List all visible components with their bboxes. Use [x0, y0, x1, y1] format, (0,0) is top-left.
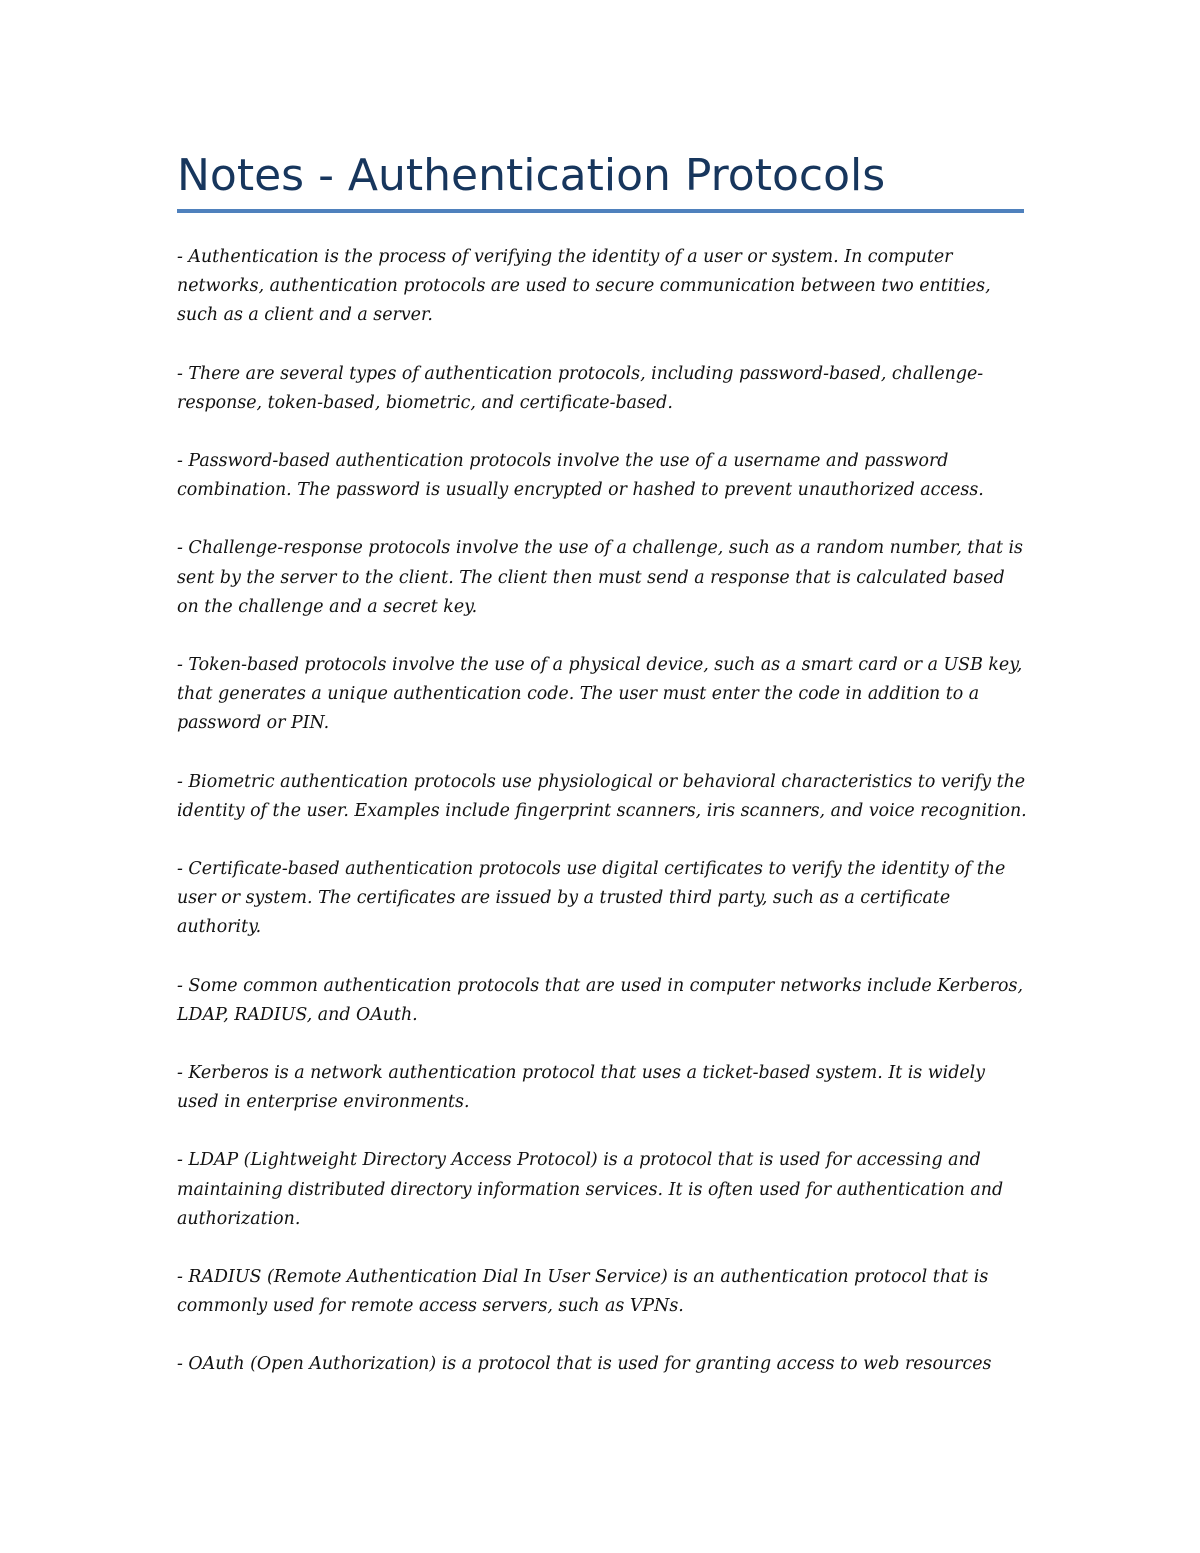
paragraph-protocol-types: - There are several types of authentication protocols, including password-based, challenge-response, token-based, biometric, and certificate-based. — [177, 363, 984, 413]
paragraph-ldap: - LDAP (Lightweight Directory Access Protocol) is a protocol that is used for accessing and maintaining distributed directory information services. It is often used for authentication and authorization. — [177, 1150, 1004, 1229]
paragraph-radius: - RADIUS (Remote Authentication Dial In User Service) is an authentication protocol that is commonly used for remote access servers, such as VPNs. — [177, 1267, 989, 1317]
paragraph-password-based: - Password-based authentication protocols involve the use of a username and password combination. The password is usually encrypted or hashed to prevent unauthorized access. — [177, 451, 984, 501]
paragraph-common-protocols: - Some common authentication protocols that are used in computer networks include Kerberos, LDAP, RADIUS, and OAuth. — [177, 975, 1023, 1025]
title-underline-rule — [177, 209, 1024, 213]
document-title: Notes - Authentication Protocols — [177, 150, 886, 201]
document-body — [177, 243, 1027, 1409]
paragraph-oauth: - OAuth (Open Authorization) is a protocol that is used for granting access to web resources — [177, 1354, 992, 1375]
paragraph-biometric: - Biometric authentication protocols use physiological or behavioral characteristics to verify the identity of the user. Examples include fingerprint scanners, iris scanners, and voice recognition. — [177, 771, 1027, 821]
paragraph-certificate-based: - Certificate-based authentication protocols use digital certificates to verify the identity of the user or system. The certificates are issued by a trusted third party, such as a certificate authority. — [177, 859, 1006, 938]
paragraph-token-based: - Token-based protocols involve the use of a physical device, such as a smart card or a USB key, that generates a unique authentication code. The user must enter the code in addition to a password or PIN. — [177, 655, 1023, 734]
paragraph-kerberos: - Kerberos is a network authentication protocol that uses a ticket-based system. It is widely used in enterprise environments. — [177, 1063, 986, 1113]
paragraph-challenge-response: - Challenge-response protocols involve the use of a challenge, such as a random number, that is sent by the server to the client. The client then must send a response that is calculated based on the challenge and a secret key. — [177, 538, 1023, 617]
paragraph-authentication-definition: - Authentication is the process of verifying the identity of a user or system. In computer networks, authentication protocols are used to secure communication between two entities, such as a client and a server. — [177, 247, 991, 326]
